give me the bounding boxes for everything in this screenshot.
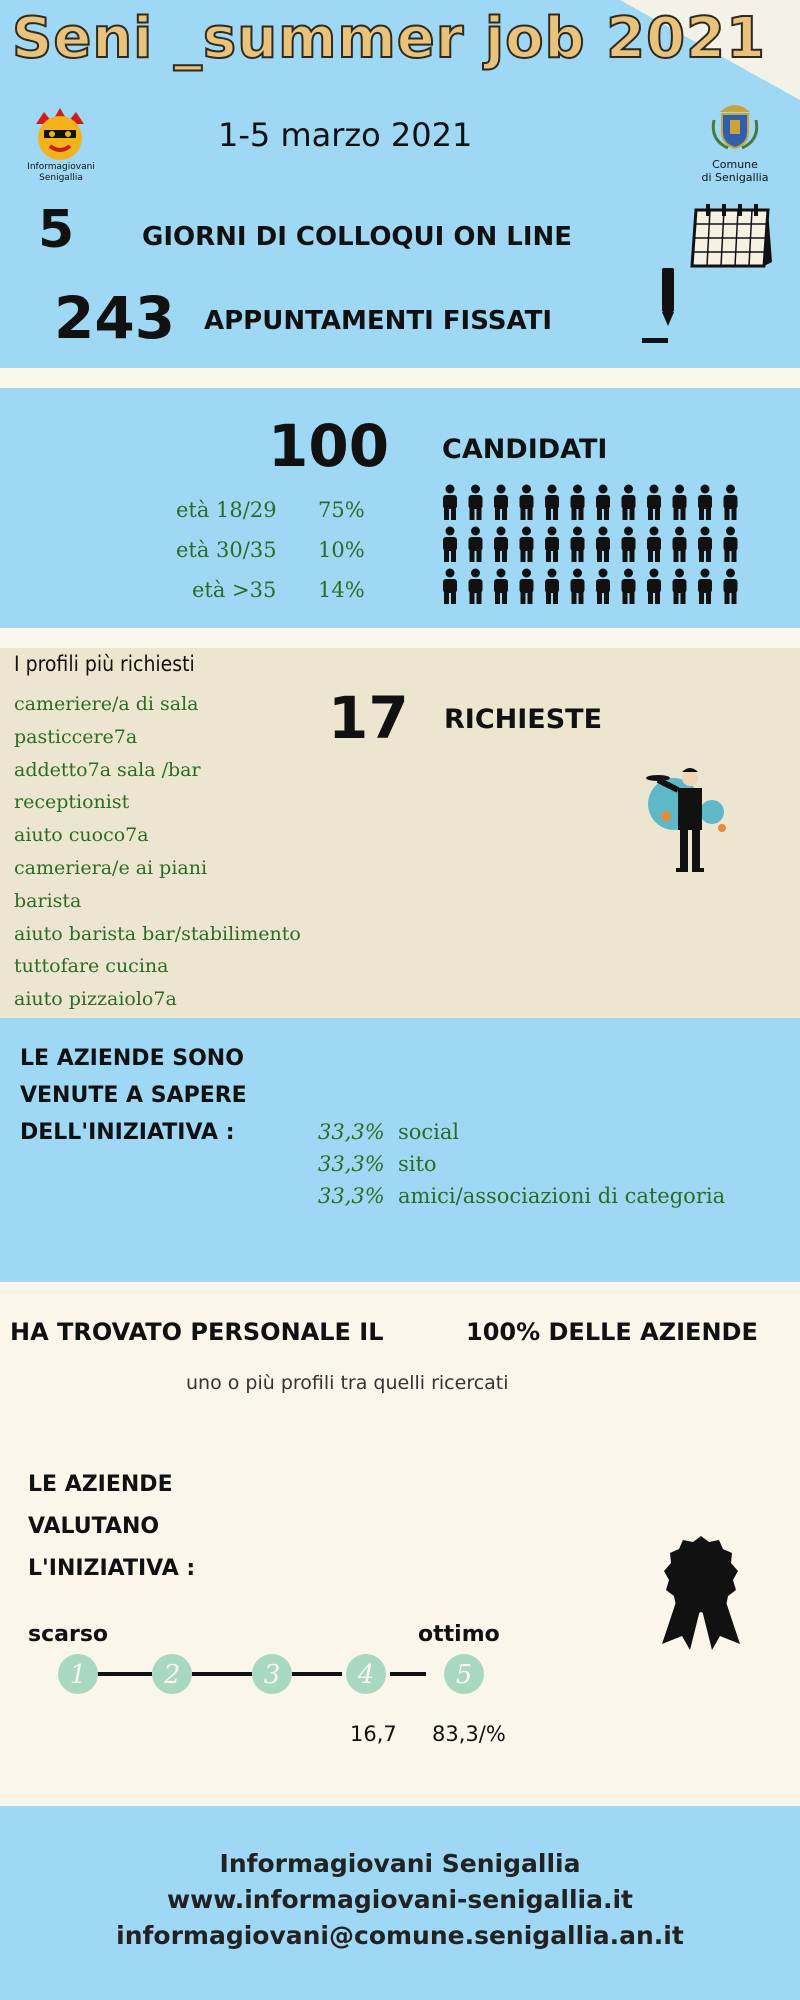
svg-text:5: 5: [455, 1660, 473, 1690]
person-icon: [647, 527, 661, 563]
svg-text:1: 1: [69, 1660, 87, 1690]
person-icon: [596, 527, 610, 563]
person-icon: [494, 485, 508, 521]
profile-item: cameriera/e ai piani: [14, 856, 208, 879]
age-group-1-label: età 18/29: [176, 498, 277, 522]
rating-step-1: [58, 1654, 98, 1694]
person-icon: [673, 527, 687, 563]
person-icon: [520, 527, 534, 563]
rating-step-4: [346, 1654, 386, 1694]
age-group-3-value: 14%: [318, 578, 365, 602]
rating-step-3: [252, 1654, 292, 1694]
comune-crest: [710, 96, 760, 152]
person-icon: [545, 527, 559, 563]
candidates-section: [0, 388, 800, 628]
sources-section: [0, 1018, 800, 1282]
profile-item: aiuto barista bar/stabilimento: [14, 922, 301, 945]
profiles-section: [0, 648, 800, 1018]
footer-name: Informagiovani Senigallia: [219, 1849, 581, 1878]
person-icon: [443, 527, 457, 563]
person-icon: [469, 527, 483, 563]
rating-value-5: 83,3/%: [432, 1722, 506, 1746]
person-icon: [698, 569, 712, 605]
person-icon: [622, 527, 636, 563]
informagiovani-caption-1: Informagiovani: [27, 162, 95, 172]
people-icon-grid: [440, 484, 750, 606]
person-icon: [571, 569, 585, 605]
comune-caption-1: Comune: [712, 158, 758, 171]
svg-text:4: 4: [357, 1660, 375, 1690]
profile-item: aiuto pizzaiolo7a: [14, 988, 177, 1011]
event-dates: 1-5 marzo 2021: [218, 116, 473, 154]
rating-step-2: [152, 1654, 192, 1694]
person-icon: [494, 527, 508, 563]
person-icon: [443, 485, 457, 521]
profile-item: addetto7a sala /bar: [14, 758, 201, 781]
person-icon: [443, 569, 457, 605]
pen-icon: [640, 266, 680, 348]
results-section: [0, 1282, 800, 1806]
person-icon: [520, 569, 534, 605]
person-icon: [647, 485, 661, 521]
header-section: [0, 0, 800, 368]
rating-heading-line-1: LE AZIENDE: [28, 1472, 173, 1497]
age-group-3-label: età >35: [192, 578, 277, 602]
rating-heading-line-2: VALUTANO: [28, 1514, 160, 1539]
person-icon: [545, 569, 559, 605]
days-label: GIORNI DI COLLOQUI ON LINE: [142, 222, 573, 252]
person-icon: [673, 569, 687, 605]
rating-value-4: 16,7: [350, 1722, 397, 1746]
comune-caption-2: di Senigallia: [701, 171, 769, 184]
profiles-title: I profili più richiesti: [14, 652, 195, 676]
source-2-value: 33,3%: [318, 1152, 385, 1176]
requests-label: RICHIESTE: [444, 704, 603, 735]
profile-item: pasticcere7a: [14, 725, 138, 748]
person-icon: [469, 485, 483, 521]
footer-website-link[interactable]: www.informagiovani-senigallia.it: [167, 1885, 633, 1914]
appointments-number: 243: [54, 284, 176, 352]
candidates-number: 100: [268, 412, 390, 480]
rating-high-label: ottimo: [418, 1622, 500, 1647]
person-icon: [622, 485, 636, 521]
person-icon: [571, 485, 585, 521]
rating-step-5: [444, 1654, 484, 1694]
waiter-illustration: [646, 758, 736, 878]
person-icon: [545, 485, 559, 521]
person-icon: [596, 485, 610, 521]
profile-item: receptionist: [14, 791, 130, 814]
profile-item: cameriere/a di sala: [14, 693, 199, 715]
person-icon: [596, 569, 610, 605]
informagiovani-logo: [30, 104, 90, 164]
source-3-label: amici/associazioni di categoria: [398, 1184, 726, 1208]
rating-low-label: scarso: [28, 1622, 109, 1647]
appointments-label: APPUNTAMENTI FISSATI: [204, 306, 553, 336]
award-badge-icon: [650, 1532, 752, 1650]
informagiovani-caption-2: Senigallia: [39, 173, 83, 183]
person-icon: [698, 485, 712, 521]
person-icon: [494, 569, 508, 605]
rating-scale: [56, 1650, 496, 1700]
page-title: Seni _summer job 2021: [12, 6, 766, 71]
rating-heading-line-3: L'INIZIATIVA :: [28, 1556, 196, 1581]
requests-number: 17: [328, 684, 409, 752]
age-group-2-label: età 30/35: [176, 538, 277, 562]
sources-heading-line-1: LE AZIENDE SONO: [20, 1046, 244, 1071]
sources-heading-line-2: VENUTE A SAPERE: [20, 1083, 247, 1108]
person-icon: [673, 485, 687, 521]
age-group-1-value: 75%: [318, 498, 365, 522]
person-icon: [698, 527, 712, 563]
person-icon: [622, 569, 636, 605]
days-number: 5: [38, 200, 75, 260]
svg-text:3: 3: [263, 1660, 281, 1690]
profile-item: barista: [14, 889, 82, 912]
result-headline-left: HA TROVATO PERSONALE IL: [10, 1318, 384, 1346]
profiles-list: [14, 688, 301, 1016]
source-1-value: 33,3%: [318, 1120, 385, 1144]
footer-email-link[interactable]: informagiovani@comune.senigallia.an.it: [116, 1921, 684, 1950]
svg-text:2: 2: [163, 1660, 181, 1690]
source-2-label: sito: [398, 1152, 437, 1176]
person-icon: [469, 569, 483, 605]
result-subtitle: uno o più profili tra quelli ricercati: [186, 1372, 509, 1394]
source-1-label: social: [398, 1120, 460, 1144]
person-icon: [724, 569, 738, 605]
profile-item: aiuto cuoco7a: [14, 824, 149, 847]
person-icon: [724, 527, 738, 563]
person-icon: [647, 569, 661, 605]
result-headline-right: 100% DELLE AZIENDE: [466, 1318, 758, 1346]
age-group-2-value: 10%: [318, 538, 365, 562]
profile-item: tuttofare cucina: [14, 955, 169, 978]
person-icon: [571, 527, 585, 563]
calendar-icon: [688, 196, 776, 272]
source-3-value: 33,3%: [318, 1184, 385, 1208]
footer-section: [0, 1806, 800, 2000]
sources-heading-line-3: DELL'INIZIATIVA :: [20, 1120, 235, 1145]
candidates-label: CANDIDATI: [442, 434, 608, 465]
person-icon: [520, 485, 534, 521]
person-icon: [724, 485, 738, 521]
